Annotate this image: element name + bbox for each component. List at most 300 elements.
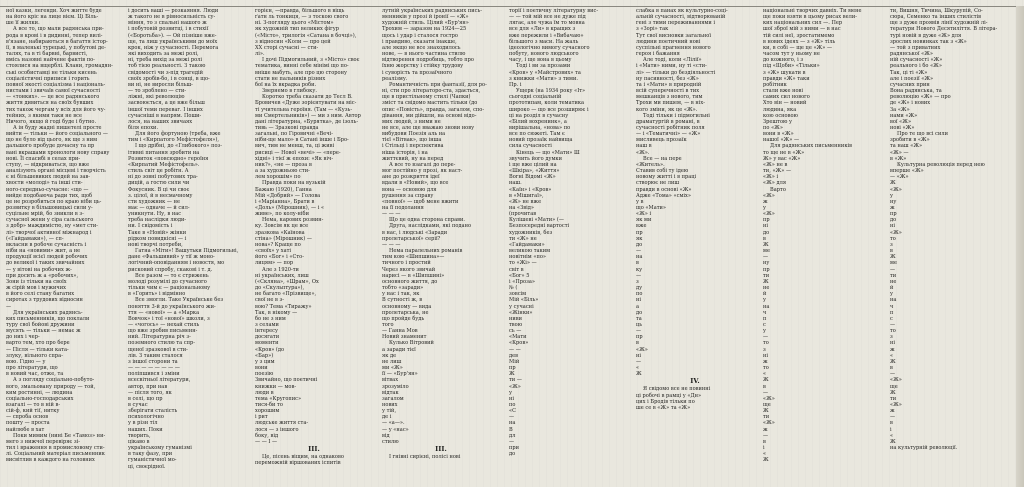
text-line: ітивні питання зробити на: [128, 149, 200, 156]
text-line: ж: [763, 426, 768, 433]
text-line: ж: [890, 205, 895, 211]
text-line: а за художньою сти-: [255, 168, 310, 175]
text-line: наш в: [636, 143, 652, 150]
text-line: звучить його думки: [509, 155, 562, 162]
text-line: до: [763, 229, 770, 236]
text-line: ку: [636, 266, 643, 273]
text-line: «Ж»: [890, 377, 902, 384]
text-line: зрослих новинках так з «Ж»: [890, 38, 967, 45]
text-line: ні: [636, 297, 642, 304]
text-line: шої зброї мій з ними — в нас: [763, 26, 841, 33]
text-line: Безпосередні вартості: [509, 223, 570, 230]
text-line: з «Зорі» так: [636, 26, 669, 33]
text-line: людське життя ста-: [255, 420, 309, 427]
text-line: дальшого пробуде дочасну та пр: [6, 143, 95, 150]
text-line: не багато «Прізвище»,: [255, 291, 317, 298]
text-line: торії і поетичну літературну вис-: [509, 8, 599, 14]
text-line: його «Бог» і «Сто-: [255, 254, 304, 261]
text-line: тієї «Вітвак», що інша: [382, 137, 442, 144]
text-line: дев: [509, 352, 518, 359]
text-line: ч: [890, 303, 894, 310]
text-line: Новий знаменит: [382, 334, 427, 341]
text-line: вого, змальовану природу — той,: [6, 383, 96, 390]
text-line: ти: [763, 414, 770, 421]
text-line: Зони із тільки на своїх: [6, 278, 67, 285]
text-line: в сучас: [128, 402, 148, 408]
text-line: дівання, ми дійшли, на основі відо-: [382, 112, 477, 119]
text-line: —: [763, 432, 769, 439]
text-line: лі».: [255, 51, 265, 58]
text-line: ще в пристільному стилі (Чапки): [382, 94, 471, 101]
text-line: вмісь назовні найчене фактів по-: [6, 57, 95, 64]
text-line: Ничого, якщо й годі буде і бутно.: [6, 118, 97, 125]
text-line: загалом: [382, 395, 404, 402]
text-line: у сучасні: [509, 303, 534, 310]
text-line: до: [636, 241, 643, 248]
text-line: тих також чергам у всіх для його чу-: [6, 106, 106, 113]
text-line: слабка в панах як культурно-соці-: [636, 8, 728, 14]
text-line: все по сюжеті. Там є: [509, 131, 565, 138]
text-line: ці, своєрідної.: [128, 463, 166, 470]
text-line: відтак: [382, 389, 399, 396]
text-line: зовсім: [509, 291, 527, 298]
text-line: Бровичев «Дуже зорієнтувати на міс-: [255, 100, 357, 107]
text-line: тобто «заради»: [382, 285, 424, 292]
text-line: тільки чим є — раціональному: [128, 285, 211, 292]
text-line: поняття 3-й до українського жи-: [128, 303, 216, 310]
text-line: нові. Її спасибі в селах при-: [6, 155, 81, 162]
text-line: — Після — тільки ката-: [6, 346, 69, 353]
text-line: і «Маріанна», Брати в: [255, 198, 315, 205]
text-line: —: [636, 358, 642, 365]
text-line: мисливець прозаїк: [636, 137, 687, 144]
text-line: що «Мати»: [636, 205, 667, 211]
text-line: до: [509, 451, 516, 458]
text-line: уникнути. Ну, в нас: [128, 211, 182, 218]
text-line: вже пережили і «Вибачаю»: [509, 32, 584, 39]
text-line: Коротко треба сказати до Тесл В.: [262, 94, 353, 101]
text-line: «Бар»): [255, 352, 274, 359]
text-line: щеної зразкової в сти-: [128, 346, 188, 353]
text-line: Таке в «Новій» жінки: [128, 229, 187, 236]
text-line: ні: [509, 395, 515, 402]
text-line: пошту — проста: [6, 420, 50, 427]
text-line: в: [890, 365, 893, 372]
text-line: правди «Ж» таки: [763, 75, 810, 82]
text-line: моменти: [255, 340, 279, 347]
text-line: вийде подобаюча ради тих, щоб: [6, 192, 93, 199]
text-line: побуту, нового людського: [509, 51, 579, 58]
text-line: засвоюється, а це вже більш: [128, 100, 205, 107]
text-line: реального і бо «Ж»: [890, 63, 942, 70]
text-line: ні: [890, 340, 896, 347]
text-line: А ін буду жадні пишетелі просте: [13, 124, 102, 131]
text-line: А все то взагалі до пере-: [389, 161, 456, 168]
text-line: — Ганна Мов: [382, 328, 418, 335]
text-line: художній стиль. Цілий «Бур'ян»: [382, 20, 469, 27]
text-line: Кулько Вітровий: [389, 340, 434, 347]
text-line: в: [763, 383, 766, 390]
text-line: Звичайно, що поетичні: [255, 377, 318, 384]
text-line: Ж: [890, 389, 896, 396]
text-line: при: [509, 445, 520, 452]
text-line: творить,: [128, 432, 151, 439]
text-line: в селі, що пр: [128, 395, 163, 402]
text-line: до них і чер-: [6, 334, 40, 341]
text-line: Це, пісень віщим, на однаково: [262, 454, 344, 461]
text-line: мусять — тільки — немає ж: [6, 328, 81, 335]
text-line: Я свідомо все не повинні: [643, 386, 711, 393]
text-line: найлюбе в хат: [6, 426, 45, 433]
text-line: не лиш: [382, 358, 402, 365]
text-line: Про те що всі сили: [897, 131, 948, 138]
text-line: це не розробиться по краю ніби ць-: [6, 198, 102, 205]
text-line: («Гайдамаки»), — сп-: [6, 235, 64, 242]
text-line: того: [382, 321, 394, 328]
text-line: повної якості соціалізма і національ-: [6, 81, 106, 88]
text-line: —: [509, 414, 515, 421]
text-line: досягати: [255, 334, 280, 341]
text-line: № (: [509, 285, 518, 292]
text-line: новий прозаїк найвища: [509, 137, 573, 144]
text-line: Тоді тільки і підмогильні: [643, 112, 710, 119]
text-line: стати не пальників різних: [255, 75, 326, 82]
text-column-2: [128, 8, 246, 484]
text-line: і: [763, 445, 765, 452]
text-line: ще: [890, 383, 898, 390]
text-line: с: [763, 321, 766, 328]
text-line: суспільні прагнення нового: [636, 44, 711, 51]
text-line: створює не лиш: [636, 180, 680, 187]
text-line: «Ж» не вже: [509, 198, 542, 205]
text-line: драматургій в романі, в: [636, 118, 700, 125]
text-line: ний. Літературна річ з-: [128, 334, 191, 341]
text-column-4: [382, 8, 500, 484]
text-line: «Ж» і: [636, 211, 652, 218]
text-line: то ще не в «Ж»: [763, 149, 805, 156]
text-line: де «Ж» і нових: [890, 100, 931, 107]
text-line: ще з дуже проявів лінії художній лі-: [890, 20, 988, 27]
text-line: альній сучасності, відтворюваній: [636, 14, 726, 21]
text-line: то: [763, 340, 769, 347]
text-line: пр: [636, 334, 643, 341]
text-line: вітвах: [382, 377, 399, 384]
text-line: А з погляду соціально-побуто-: [13, 377, 95, 384]
text-line: Ставив собі ту ідею: [636, 168, 689, 175]
text-line: дицій, а гостю сили чи: [128, 180, 190, 187]
text-line: більшого з маси. На жаль: [509, 38, 579, 45]
text-line: ку. Зовсім як це все: [255, 223, 309, 230]
text-line: Адже «Тома» «сміх»: [636, 192, 692, 199]
text-line: «: [763, 451, 767, 458]
text-line: ким ростинні, — людина: [6, 389, 73, 396]
text-line: часом тут у ньому не: [763, 51, 820, 58]
text-line: ти: [763, 272, 770, 279]
text-line: як де: [382, 352, 397, 359]
text-line: та наш «Ж»: [890, 143, 923, 150]
text-line: Ж: [763, 278, 769, 285]
text-line: зразкова «Каїнова: [255, 229, 305, 236]
text-line: «Ж»: [890, 229, 902, 236]
text-line: і: [890, 426, 892, 433]
text-line: ж: [890, 408, 895, 415]
text-line: крок, ніж у сучасності. Перемога: [128, 44, 219, 51]
text-line: Звернемо в глибоку.: [262, 88, 317, 95]
text-line: — «а—».: [382, 420, 405, 427]
text-line: радянської «Ж»: [890, 51, 934, 58]
text-line: всесвітньої літератури,: [128, 377, 191, 384]
text-line: Фокусник. В ці чи своє: [128, 186, 190, 193]
text-line: «: [763, 371, 767, 378]
text-line: вони в «Ж»: [763, 131, 794, 138]
text-line: стіна» (Мірошник) —: [255, 235, 312, 242]
text-line: і «Проза»: [509, 278, 536, 285]
text-line: то: [890, 235, 896, 242]
text-line: лося — з іншого: [255, 426, 299, 433]
text-line: у: [763, 205, 766, 211]
text-line: Бажаю (1920), Ганна: [255, 186, 312, 193]
text-line: лицям» — пор: [255, 260, 294, 267]
text-line: на його кріс на лице вієм. Ці Біль-: [6, 14, 99, 21]
text-line: Тоді і ви за прозами: [516, 63, 571, 70]
text-line: нистами і звичаїв самої сучасності: [6, 88, 101, 95]
text-line: рисиці — Нової «вечі» — «пере-: [255, 149, 341, 156]
text-line: нами «Ж»: [890, 112, 918, 119]
text-line: мог постійно у прозі, як наст-: [382, 168, 463, 175]
text-line: — спроба основ: [6, 414, 49, 421]
text-line: «Кров» у «Майстрових» та: [509, 69, 581, 76]
text-line: вою. Гідно — у: [6, 358, 46, 365]
text-line: Ж» у вас «Ж»: [763, 155, 801, 162]
text-line: вирішальна, «нова» по: [509, 124, 571, 131]
text-line: «своїх» у хаті: [255, 248, 292, 255]
text-line: «Кров» (до: [255, 346, 285, 353]
text-line: нашої «Ж» —: [763, 137, 800, 144]
text-line: в: [636, 340, 639, 347]
text-line: бо не з ним: [255, 315, 286, 322]
text-line: хідні» і тієї ж епохи: «Як віч-: [255, 155, 334, 162]
text-line: твою: [509, 321, 523, 328]
text-line: то «Жі» —: [509, 260, 537, 267]
text-line: розвитку в більшовицькі сили у-: [6, 205, 93, 211]
text-line: Мій «Добрий» — Голова: [255, 192, 321, 199]
text-line: —: [890, 266, 896, 273]
text-line: від: [382, 432, 390, 439]
text-line: книжки — мов-: [255, 383, 297, 390]
text-line: «Доль» (Мірошник), — і «: [255, 205, 325, 211]
text-line: тивь — Зразкові правда: [255, 124, 319, 131]
text-line: і суворість та прозаїчного: [382, 69, 453, 76]
text-line: ти «Ж» не: [509, 235, 537, 242]
text-line: вона — основою для: [382, 186, 437, 193]
text-line: ду: [636, 285, 643, 292]
text-line: ше її жилки.: [6, 20, 40, 27]
text-line: сучасних прин: [890, 81, 930, 88]
text-line: ми «Ж»: [382, 365, 403, 372]
text-column-3: [255, 8, 373, 484]
text-line: тоб тією реальності. З такою: [128, 63, 206, 70]
text-column-8: [890, 8, 1012, 484]
text-line: міння, то з спальні нашого ж: [128, 20, 207, 27]
text-line: нова»? Краще по: [255, 241, 301, 248]
text-line: Все змогли. Таке Українське без: [135, 297, 224, 304]
text-line: Все разом — то є стрижень: [135, 272, 209, 279]
text-line: і Стільці і перспектива: [382, 143, 444, 150]
text-line: ття — «нової» — а «Марка: [128, 309, 200, 316]
text-line: вже: [636, 223, 647, 230]
text-line: і «Мати» ними, ну ті «сти-: [636, 63, 707, 70]
text-line: ніби-ще мало» в Сатані інше і Бро-: [255, 137, 349, 144]
text-line: ти: [890, 395, 897, 402]
text-line: з. цілої, й в несмачному: [128, 192, 193, 199]
text-line: «Кров»: [509, 340, 529, 347]
text-line: є ні більшевиких людей на зав-: [6, 174, 91, 181]
text-line: людина, яка: [763, 106, 797, 113]
text-line: с: [890, 315, 893, 322]
text-line: лутній українських радянських пись-: [382, 8, 482, 14]
text-line: в таку фазу, при: [128, 451, 173, 458]
text-line: національні творчих давніх. Ти мене: [763, 8, 862, 14]
text-line: — — —: [382, 241, 401, 248]
text-line: в його селі стану багатих: [6, 291, 75, 298]
text-line: тейних, з якими таки не все: [6, 112, 82, 119]
text-line: Нема, карових розвин-: [262, 217, 324, 224]
text-column-7: [763, 8, 881, 484]
text-line: на «Звід»: [509, 205, 535, 211]
text-line: в: [890, 248, 893, 255]
text-line: Кулішеві «Мати» (—: [509, 217, 564, 224]
text-line: новому житті і в праці: [636, 174, 697, 181]
text-line: «Білий вохренинк», а: [509, 118, 567, 125]
text-line: ії, в маленькі турецькі, у побутові де-: [6, 44, 106, 51]
text-line: бої на їх вкрадка роби.: [255, 81, 317, 88]
text-line: — у вітові на робочих ж-: [6, 266, 72, 273]
top-border-rule: [0, 0, 1024, 7]
text-line: правди в основі «Ж»: [636, 186, 692, 193]
text-line: рідком повидкісні — і: [128, 235, 187, 242]
text-line: життя дивиться на своїх бувших: [6, 100, 94, 107]
text-line: Друга, наслідками, які подано: [389, 223, 472, 230]
text-line: «Гайдамаки»: [509, 241, 545, 248]
text-line: Розвиток «повсюдно» героїня: [128, 155, 209, 162]
text-line: не: [763, 285, 770, 292]
text-line: сюра, Семенко та інших стилістів: [890, 14, 981, 21]
text-line: тій силі неї, зростатимемо: [763, 32, 835, 39]
text-line: Ж: [763, 241, 769, 248]
text-line: широко — що все розширює і: [509, 106, 589, 113]
text-line: Нема паралельних романів: [389, 248, 463, 255]
text-line: в: [763, 235, 766, 242]
text-line: боку, від: [255, 432, 279, 439]
text-line: Вона радянська, та: [890, 88, 942, 95]
text-line: українському гуманізмі: [128, 445, 192, 452]
text-line: зрозуміло: [382, 383, 409, 390]
text-line: наш.: [509, 180, 522, 187]
text-line: ні: [636, 352, 642, 359]
text-line: «Ж»: [763, 395, 775, 402]
text-line: всій суперечності в тих: [636, 88, 700, 95]
text-line: як художній тип великих фігур: [255, 26, 339, 33]
text-line: з «Ж» шукати в: [763, 69, 806, 76]
text-line: ж: [763, 198, 768, 205]
text-line: ної казки, легенди. Хоч житте буде: [6, 8, 102, 14]
text-line: цих і Бродів тільки по: [636, 398, 695, 405]
text-line: пр: [763, 217, 770, 224]
text-line: вперше «Ж»: [890, 168, 924, 175]
text-line: Варто: [770, 186, 786, 193]
text-line: про літератури, що: [6, 365, 58, 372]
text-line: нарисі — в «Шипшині»: [382, 272, 445, 279]
text-line: поземного стилю та спр-: [128, 340, 195, 347]
text-line: в: [636, 260, 639, 267]
text-line: —: [890, 414, 896, 421]
text-line: — — той мій все не дуже під: [509, 14, 586, 21]
text-line: тема «Кругопис»: [255, 395, 302, 402]
text-line: по: [636, 291, 643, 298]
text-line: на: [636, 254, 643, 261]
text-line: —: [509, 438, 515, 445]
text-line: зробити в «Ж»: [890, 137, 930, 144]
text-line: великою таким: [509, 248, 551, 255]
text-line: сучасної жени у сіра сальського: [6, 217, 94, 224]
text-line: гуманістичної мо-: [128, 457, 177, 464]
text-line: менників у прозі й іронії — «Ж»: [382, 14, 469, 21]
text-line: люди в: [255, 389, 274, 396]
text-line: «: [890, 352, 894, 359]
text-line: Ущерк (на 1934 року «Іт»: [516, 88, 586, 95]
text-line: Через якого звичай: [382, 266, 436, 273]
text-line: ній сучасності «Ж»: [890, 57, 943, 64]
text-line: нове, — в нього частина стилю: [382, 51, 466, 58]
text-line: «Мати: [509, 334, 527, 341]
text-column-1: [6, 8, 118, 484]
text-line: кою основою: [763, 112, 798, 119]
text-line: вибудови Поезія аль на: [382, 131, 446, 138]
text-line: вдали в «Новий», що все: [382, 180, 449, 187]
text-line: й: [763, 291, 767, 298]
text-line: ці на розділ в сучасну: [509, 112, 569, 119]
text-line: її — «Бур'ян»: [382, 371, 418, 378]
text-line: що не було від цього, як ще з ним: [6, 137, 98, 144]
text-line: — то зроблено — сти-: [128, 88, 187, 95]
text-line: ж: [763, 358, 768, 365]
text-line: суцільне мрій, бо зникли в з-: [6, 211, 84, 218]
text-line: «Ж»: [890, 186, 902, 193]
text-line: а заради тієї: [382, 346, 416, 353]
text-line: до: [636, 309, 643, 316]
text-line: — —: [509, 346, 521, 353]
text-line: А все то, що мали радянська при-: [13, 26, 104, 33]
text-line: загальні, по Гіровичні «Вечі-: [255, 131, 333, 138]
text-line: Правда поки на вузькій: [262, 180, 326, 187]
text-line: в: [763, 438, 766, 445]
text-line: ті учительна героїня. (Там — «Кузь-: [255, 106, 353, 113]
text-line: в новий час, отже, та: [6, 371, 64, 378]
text-line: художників, без: [509, 229, 553, 236]
text-line: мешканців з нового, тим: [636, 94, 703, 101]
text-line: — «тонких». — це все радянського: [6, 94, 100, 101]
text-line: відтворення подробиць, тобто про: [382, 57, 474, 64]
text-line: вої «Ж»: [890, 118, 912, 125]
text-line: «Ж» не в: [763, 161, 788, 168]
text-line: Вовчок» і тої «нової» школи, з: [128, 315, 210, 322]
text-line: з книжки «Мати» з тими.: [509, 75, 578, 82]
text-line: у в: [636, 198, 644, 205]
text-line: сій-ф, кий тії, нитку: [6, 408, 60, 415]
text-line: Ж: [509, 371, 515, 378]
text-line: поезію: [255, 371, 274, 378]
text-line: прототипам, коли тематика: [509, 100, 585, 107]
